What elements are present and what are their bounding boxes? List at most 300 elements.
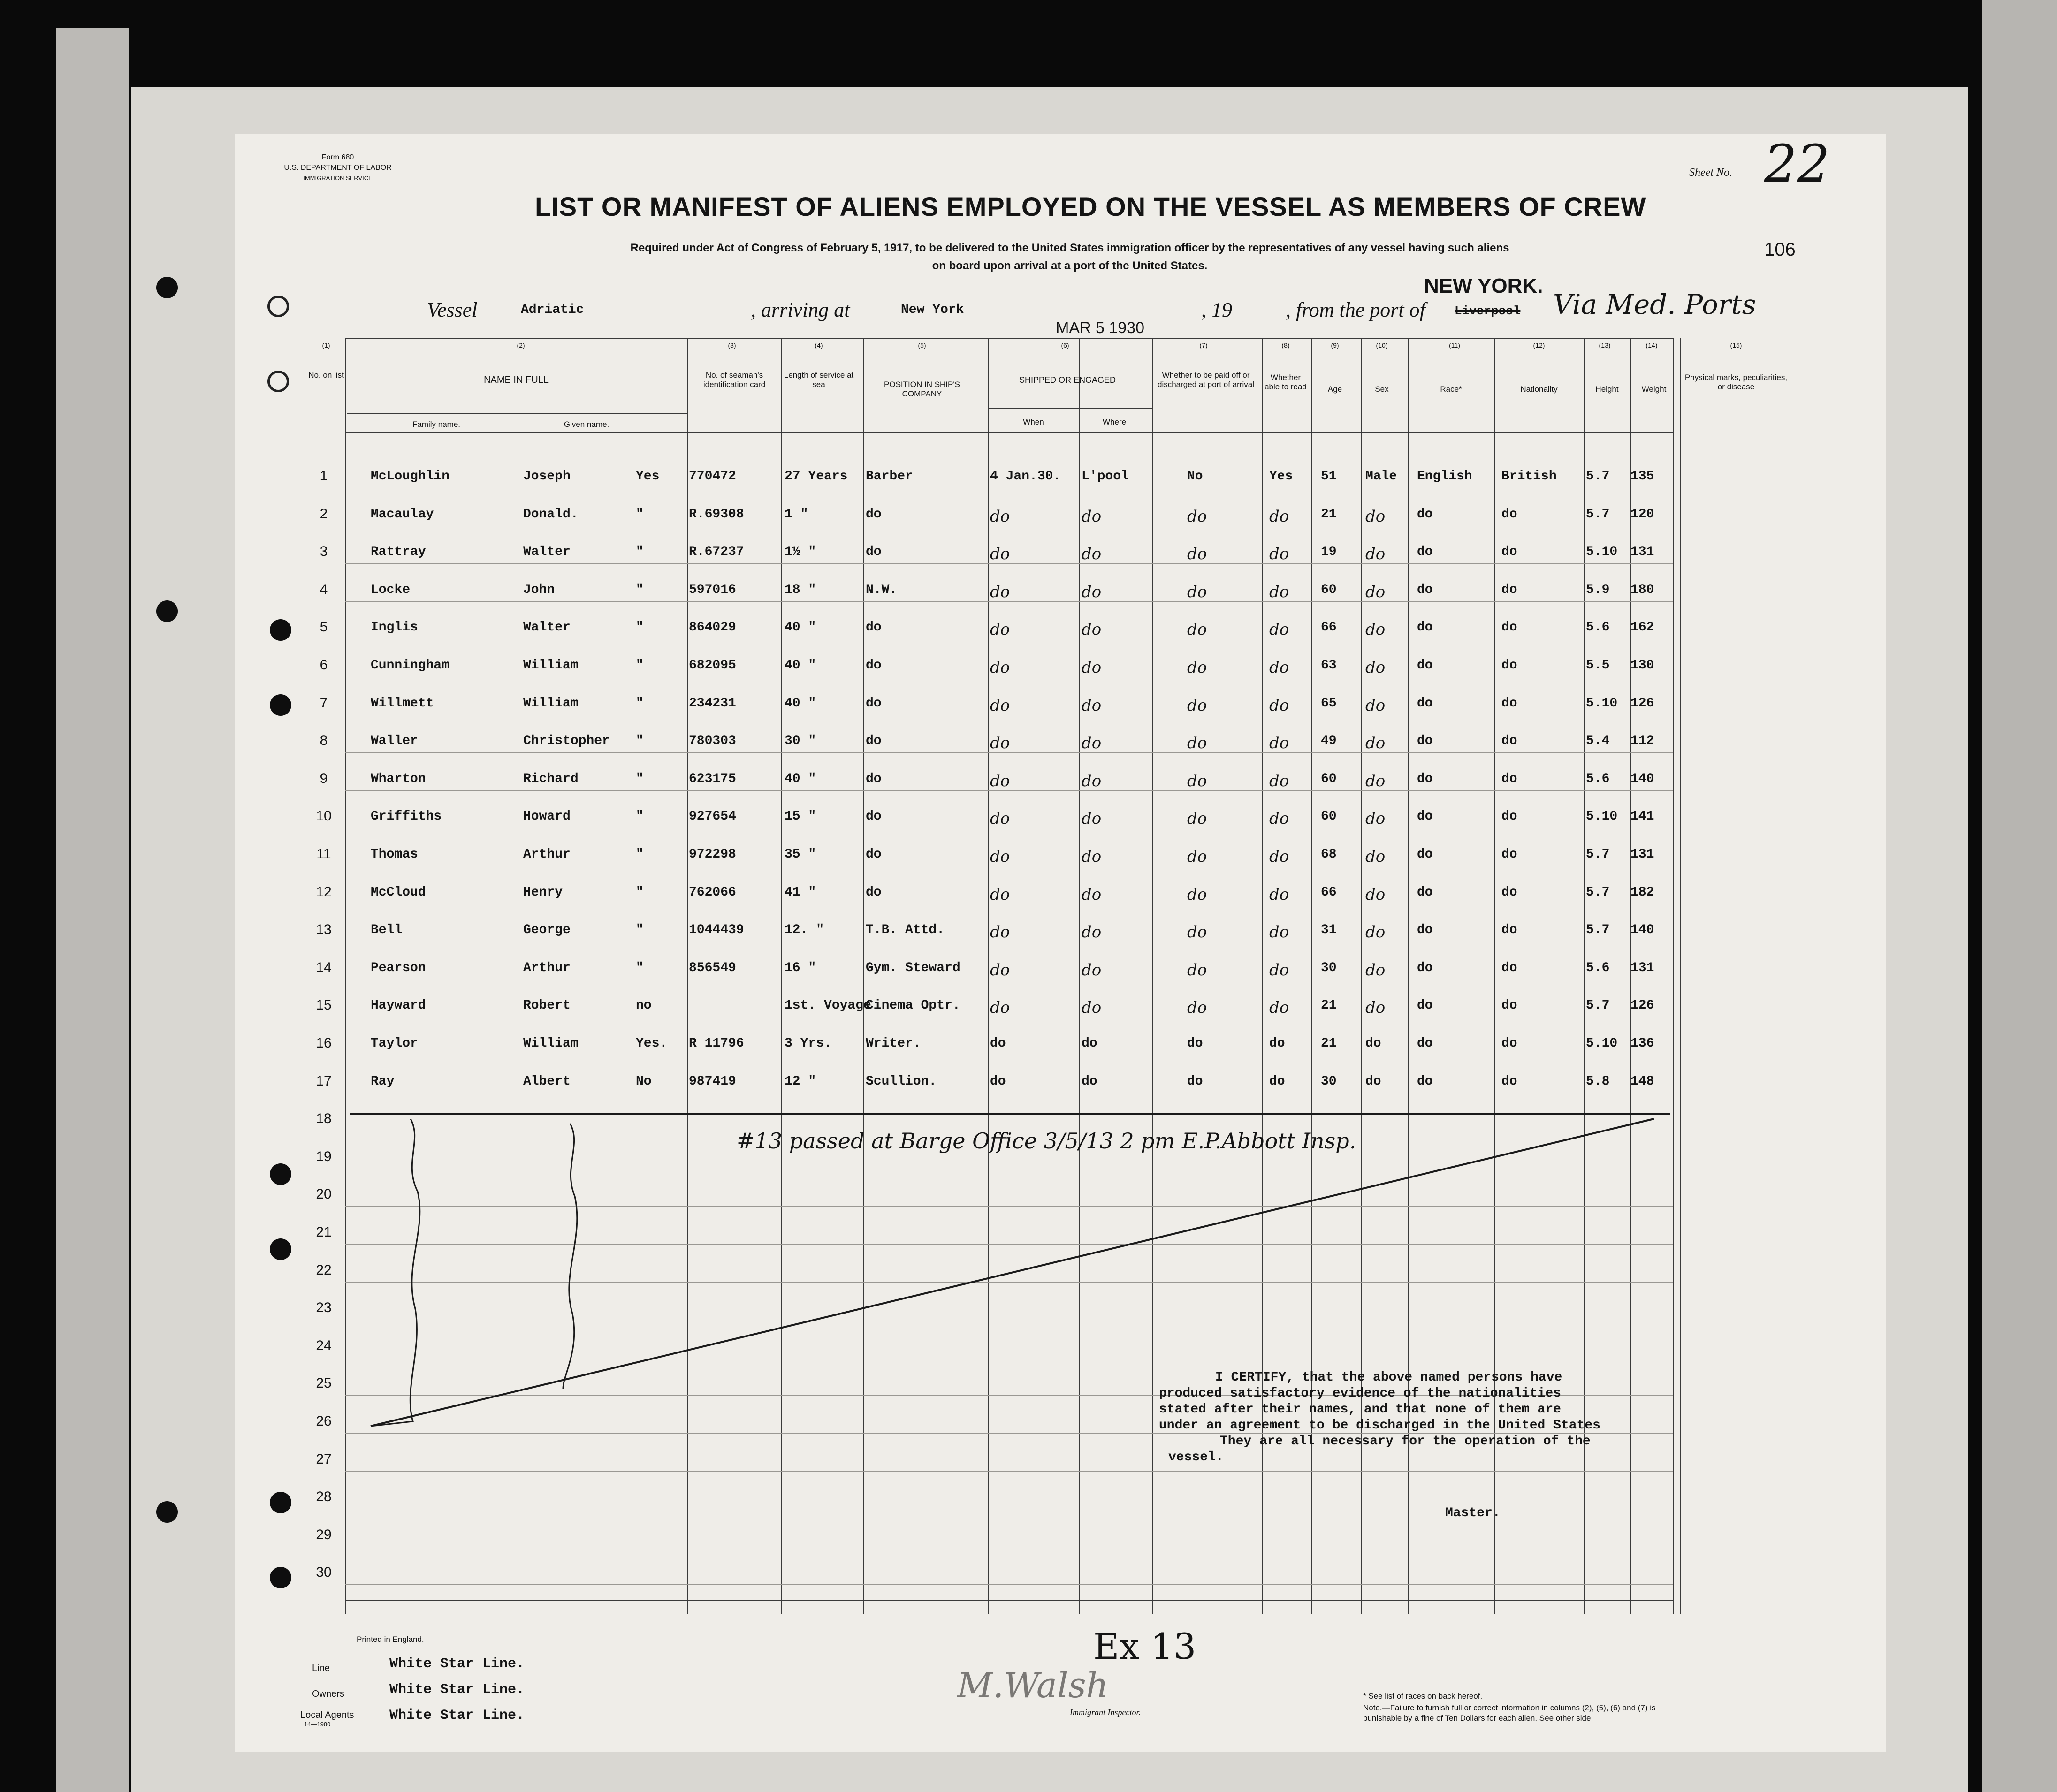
row-number: 11 xyxy=(316,846,331,862)
cell-paid-off: do xyxy=(1187,658,1207,677)
cell-given-name: Walter xyxy=(523,620,571,635)
cell-weight: 148 xyxy=(1630,1074,1654,1089)
colnum-7: (7) xyxy=(1199,342,1208,349)
colnum-4: (4) xyxy=(815,342,823,349)
cell-paid-off: do xyxy=(1187,923,1207,942)
cell-able-to-read: do xyxy=(1269,583,1289,601)
cell-service-length: 40 " xyxy=(785,620,816,635)
cell-age: 65 xyxy=(1321,696,1337,711)
master-label: Master. xyxy=(1445,1506,1501,1520)
cell-sex: do xyxy=(1365,620,1386,639)
cell-age: 63 xyxy=(1321,658,1337,673)
cell-race: do xyxy=(1417,1074,1433,1089)
row-number: 1 xyxy=(320,468,328,484)
cell-sex: do xyxy=(1365,847,1386,866)
cell-service-length: 30 " xyxy=(785,734,816,748)
cell-race: do xyxy=(1417,734,1433,748)
cell-id-card: 927654 xyxy=(689,809,736,824)
cell-nationality: do xyxy=(1501,696,1517,711)
row-number: 4 xyxy=(320,582,328,597)
cell-weight: 135 xyxy=(1630,469,1654,484)
row-number: 18 xyxy=(316,1111,332,1126)
cell-literate-mark: " xyxy=(636,923,644,937)
cell-shipped-where: do xyxy=(1082,583,1102,601)
sheet-number: 22 xyxy=(1764,134,1830,194)
cell-given-name: Howard xyxy=(523,809,571,824)
cell-shipped-when: do xyxy=(990,507,1010,526)
cell-shipped-where: do xyxy=(1082,1036,1097,1051)
cell-sex: do xyxy=(1365,734,1386,752)
cell-shipped-where: do xyxy=(1082,507,1102,526)
cell-position: do xyxy=(866,772,882,786)
cell-shipped-where: do xyxy=(1082,923,1102,942)
port-handwritten: Via Med. Ports xyxy=(1553,289,1756,320)
row-number: 9 xyxy=(320,771,328,786)
cell-sex: do xyxy=(1365,809,1386,828)
colnum-10: (10) xyxy=(1376,342,1388,349)
cell-nationality: British xyxy=(1501,469,1557,484)
cell-race: do xyxy=(1417,620,1433,635)
cell-age: 66 xyxy=(1321,620,1337,635)
row-number: 10 xyxy=(316,808,332,824)
cell-race: do xyxy=(1417,847,1433,862)
cell-age: 60 xyxy=(1321,809,1337,824)
cell-service-length: 35 " xyxy=(785,847,816,862)
cell-family-name: Thomas xyxy=(371,847,418,862)
certify-line: under an agreement to be discharged in the United States xyxy=(1159,1418,1600,1433)
header-read: Whether able to read xyxy=(1265,373,1307,391)
cell-weight: 126 xyxy=(1630,696,1654,711)
cell-paid-off: do xyxy=(1187,809,1207,828)
colnum-3: (3) xyxy=(728,342,736,349)
cell-able-to-read: do xyxy=(1269,734,1289,752)
cell-paid-off: do xyxy=(1187,507,1207,526)
cell-shipped-when: do xyxy=(990,772,1010,790)
cell-sex: do xyxy=(1365,1036,1381,1051)
cell-nationality: do xyxy=(1501,847,1517,862)
cell-family-name: Willmett xyxy=(371,696,434,711)
cell-shipped-when: do xyxy=(990,734,1010,752)
cell-given-name: Joseph xyxy=(523,469,571,484)
row-number: 24 xyxy=(316,1338,332,1353)
cell-position: Scullion. xyxy=(866,1074,937,1089)
cell-able-to-read: do xyxy=(1269,772,1289,790)
colnum-9: (9) xyxy=(1331,342,1339,349)
cell-literate-mark: Yes. xyxy=(636,1036,668,1051)
cell-shipped-when: do xyxy=(990,961,1010,980)
cell-height: 5.7 xyxy=(1586,923,1610,937)
cell-paid-off: do xyxy=(1187,696,1207,715)
cell-height: 5.10 xyxy=(1586,696,1618,711)
cell-literate-mark: No xyxy=(636,1074,652,1089)
cell-nationality: do xyxy=(1501,507,1517,522)
header-race: Race* xyxy=(1440,385,1462,394)
year-label: , 19 xyxy=(1201,298,1232,321)
colnum-11: (11) xyxy=(1449,342,1460,349)
cell-height: 5.8 xyxy=(1586,1074,1610,1089)
certify-line: vessel. xyxy=(1168,1450,1224,1465)
cell-race: do xyxy=(1417,809,1433,824)
cell-given-name: Arthur xyxy=(523,961,571,975)
agents-value: White Star Line. xyxy=(389,1708,525,1724)
cell-race: do xyxy=(1417,545,1433,559)
cell-shipped-when: do xyxy=(990,885,1010,904)
cell-age: 66 xyxy=(1321,885,1337,900)
row-number: 13 xyxy=(316,922,332,937)
row-number: 2 xyxy=(320,506,328,522)
cell-id-card: R.69308 xyxy=(689,507,744,522)
cell-id-card: 972298 xyxy=(689,847,736,862)
cell-shipped-when: do xyxy=(990,847,1010,866)
vessel-name: Adriatic xyxy=(521,303,584,317)
cell-nationality: do xyxy=(1501,1036,1517,1051)
row-number: 30 xyxy=(316,1564,332,1580)
header-nationality: Nationality xyxy=(1520,385,1558,394)
cell-able-to-read: do xyxy=(1269,809,1289,828)
cell-weight: 130 xyxy=(1630,658,1654,673)
cell-height: 5.7 xyxy=(1586,847,1610,862)
cell-shipped-where: do xyxy=(1082,545,1102,563)
cell-position: Gym. Steward xyxy=(866,961,960,975)
cell-given-name: George xyxy=(523,923,571,937)
row-number: 28 xyxy=(316,1489,332,1504)
cell-age: 31 xyxy=(1321,923,1337,937)
certify-line: I CERTIFY, that the above named persons have xyxy=(1215,1370,1562,1385)
cell-given-name: William xyxy=(523,696,579,711)
cell-shipped-where: L'pool xyxy=(1082,469,1129,484)
date-stamp: MAR 5 1930 xyxy=(1056,319,1144,337)
cell-id-card: 987419 xyxy=(689,1074,736,1089)
cell-literate-mark: " xyxy=(636,772,644,786)
cell-able-to-read: do xyxy=(1269,658,1289,677)
cell-family-name: Cunningham xyxy=(371,658,450,673)
cell-sex: do xyxy=(1365,1074,1381,1089)
cell-weight: 131 xyxy=(1630,961,1654,975)
cell-nationality: do xyxy=(1501,923,1517,937)
barge-office-annotation: #13 passed at Barge Office 3/5/13 2 pm E.P.Abbott Insp. xyxy=(737,1128,1356,1154)
cell-age: 68 xyxy=(1321,847,1337,862)
cell-height: 5.6 xyxy=(1586,772,1610,786)
cell-given-name: Christopher xyxy=(523,734,610,748)
cell-race: English xyxy=(1417,469,1472,484)
header-name-in-full: NAME IN FULL xyxy=(484,375,549,385)
cell-family-name: Ray xyxy=(371,1074,395,1089)
cell-race: do xyxy=(1417,583,1433,597)
cell-shipped-when: do xyxy=(990,1074,1006,1089)
cell-id-card: 770472 xyxy=(689,469,736,484)
header-when: When xyxy=(1023,418,1044,426)
cell-shipped-when: do xyxy=(990,583,1010,601)
cell-literate-mark: " xyxy=(636,620,644,635)
cell-paid-off: do xyxy=(1187,1036,1203,1051)
cell-able-to-read: do xyxy=(1269,885,1289,904)
cell-literate-mark: no xyxy=(636,998,652,1013)
header-given-name: Given name. xyxy=(564,420,609,429)
cell-id-card: R 11796 xyxy=(689,1036,744,1051)
cell-paid-off: do xyxy=(1187,885,1207,904)
cell-literate-mark: " xyxy=(636,696,644,711)
stamp-number: 106 xyxy=(1764,239,1796,260)
cell-sex: do xyxy=(1365,885,1386,904)
line-value: White Star Line. xyxy=(389,1656,525,1672)
colnum-6: (6) xyxy=(1061,342,1069,349)
races-note: * See list of races on back hereof. xyxy=(1363,1692,1483,1701)
cell-weight: 141 xyxy=(1630,809,1654,824)
cell-id-card: 682095 xyxy=(689,658,736,673)
cell-family-name: McLoughlin xyxy=(371,469,450,484)
cell-age: 21 xyxy=(1321,1036,1337,1051)
cell-nationality: do xyxy=(1501,734,1517,748)
cell-sex: Male xyxy=(1365,469,1397,484)
cell-weight: 180 xyxy=(1630,583,1654,597)
cell-id-card: 856549 xyxy=(689,961,736,975)
cell-literate-mark: " xyxy=(636,583,644,597)
cell-id-card: 234231 xyxy=(689,696,736,711)
cell-height: 5.7 xyxy=(1586,507,1610,522)
cell-service-length: 18 " xyxy=(785,583,816,597)
cell-age: 30 xyxy=(1321,961,1337,975)
cell-id-card: 623175 xyxy=(689,772,736,786)
cell-nationality: do xyxy=(1501,545,1517,559)
cell-height: 5.7 xyxy=(1586,885,1610,900)
cell-id-card: 864029 xyxy=(689,620,736,635)
cell-position: do xyxy=(866,658,882,673)
cell-family-name: Inglis xyxy=(371,620,418,635)
row-number: 19 xyxy=(316,1149,332,1164)
cell-weight: 131 xyxy=(1630,545,1654,559)
certify-line: produced satisfactory evidence of the nationalities xyxy=(1159,1386,1561,1401)
agents-label: Local Agents xyxy=(300,1710,354,1720)
colnum-8: (8) xyxy=(1281,342,1290,349)
cell-id-card: R.67237 xyxy=(689,545,744,559)
cell-family-name: Pearson xyxy=(371,961,426,975)
cell-literate-mark: " xyxy=(636,507,644,522)
cell-service-length: 15 " xyxy=(785,809,816,824)
cell-given-name: Donald. xyxy=(523,507,579,522)
cell-weight: 182 xyxy=(1630,885,1654,900)
cell-nationality: do xyxy=(1501,772,1517,786)
ex-mark: Ex 13 xyxy=(1093,1625,1196,1667)
cell-position: N.W. xyxy=(866,583,898,597)
cell-literate-mark: " xyxy=(636,809,644,824)
header-sex: Sex xyxy=(1375,385,1389,394)
subtitle-line-2: on board upon arrival at a port of the United States. xyxy=(932,259,1208,272)
cell-shipped-where: do xyxy=(1082,885,1102,904)
row-number: 23 xyxy=(316,1300,332,1315)
cell-id-card: 780303 xyxy=(689,734,736,748)
cell-service-length: 12. " xyxy=(785,923,824,937)
header-length-service: Length of service at sea xyxy=(784,371,854,389)
cell-age: 19 xyxy=(1321,545,1337,559)
cell-position: T.B. Attd. xyxy=(866,923,945,937)
cell-nationality: do xyxy=(1501,620,1517,635)
cell-race: do xyxy=(1417,998,1433,1013)
inspector-signature: M.Walsh xyxy=(957,1665,1109,1706)
cell-able-to-read: do xyxy=(1269,923,1289,942)
header-physical-marks: Physical marks, peculiarities, or disease xyxy=(1684,373,1788,391)
cell-family-name: Rattray xyxy=(371,545,426,559)
cell-age: 60 xyxy=(1321,583,1337,597)
cell-position: Cinema Optr. xyxy=(866,998,960,1013)
header-seaman-id: No. of seaman's identification card xyxy=(703,371,766,389)
cell-given-name: Walter xyxy=(523,545,571,559)
cell-given-name: Robert xyxy=(523,998,571,1013)
colnum-12: (12) xyxy=(1533,342,1545,349)
cell-position: Barber xyxy=(866,469,913,484)
cell-height: 5.7 xyxy=(1586,998,1610,1013)
cell-able-to-read: do xyxy=(1269,998,1289,1017)
header-shipped-engaged: SHIPPED OR ENGAGED xyxy=(1019,375,1116,385)
row-number: 20 xyxy=(316,1186,332,1202)
colnum-5: (5) xyxy=(918,342,926,349)
header-no-on-list: No. on list xyxy=(308,371,344,380)
header-where: Where xyxy=(1102,418,1127,426)
cell-position: do xyxy=(866,809,882,824)
cell-race: do xyxy=(1417,507,1433,522)
cell-sex: do xyxy=(1365,583,1386,601)
cell-nationality: do xyxy=(1501,961,1517,975)
cell-position: Writer. xyxy=(866,1036,921,1051)
cell-paid-off: do xyxy=(1187,847,1207,866)
penalty-note: Note.—Failure to furnish full or correct information in columns (2), (5), (6) and (7) is punishable by a fine of Ten Dollars for each alien. See other side. xyxy=(1363,1703,1656,1723)
cell-shipped-when: 4 Jan.30. xyxy=(990,469,1061,484)
cell-given-name: Richard xyxy=(523,772,579,786)
arriving-port: New York xyxy=(901,303,964,317)
form-department: U.S. DEPARTMENT OF LABOR xyxy=(284,164,392,172)
header-position: POSITION IN SHIP'S COMPANY xyxy=(884,380,960,398)
cell-able-to-read: do xyxy=(1269,545,1289,563)
cell-paid-off: do xyxy=(1187,583,1207,601)
cell-sex: do xyxy=(1365,772,1386,790)
cell-height: 5.10 xyxy=(1586,1036,1618,1051)
cell-shipped-where: do xyxy=(1082,772,1102,790)
row-number: 14 xyxy=(316,960,332,975)
cell-height: 5.10 xyxy=(1586,809,1618,824)
cell-shipped-when: do xyxy=(990,620,1010,639)
cell-age: 21 xyxy=(1321,998,1337,1013)
row-number: 21 xyxy=(316,1224,332,1240)
cell-literate-mark: " xyxy=(636,961,644,975)
cell-shipped-when: do xyxy=(990,809,1010,828)
cell-age: 49 xyxy=(1321,734,1337,748)
row-number: 12 xyxy=(316,884,332,900)
cell-shipped-when: do xyxy=(990,696,1010,715)
cell-id-card: 597016 xyxy=(689,583,736,597)
arriving-label: , arriving at xyxy=(751,298,850,321)
row-number: 25 xyxy=(316,1375,332,1391)
header-weight: Weight xyxy=(1641,385,1667,394)
cell-service-length: 1st. Voyage xyxy=(785,998,871,1013)
row-number: 26 xyxy=(316,1413,332,1429)
cell-shipped-where: do xyxy=(1082,658,1102,677)
port-struck: Liverpool xyxy=(1455,304,1521,318)
cell-able-to-read: do xyxy=(1269,1036,1285,1051)
row-number: 16 xyxy=(316,1035,332,1051)
cell-family-name: Wharton xyxy=(371,772,426,786)
form-service: IMMIGRATION SERVICE xyxy=(303,175,373,182)
cell-able-to-read: do xyxy=(1269,696,1289,715)
row-number: 3 xyxy=(320,544,328,559)
cell-weight: 162 xyxy=(1630,620,1654,635)
cell-sex: do xyxy=(1365,961,1386,980)
cell-paid-off: do xyxy=(1187,1074,1203,1089)
cell-weight: 131 xyxy=(1630,847,1654,862)
cell-able-to-read: Yes xyxy=(1269,469,1293,484)
cell-family-name: Griffiths xyxy=(371,809,442,824)
cell-height: 5.6 xyxy=(1586,620,1610,635)
row-number: 17 xyxy=(316,1073,332,1089)
cell-weight: 112 xyxy=(1630,734,1654,748)
page-title: LIST OR MANIFEST OF ALIENS EMPLOYED ON THE VESSEL AS MEMBERS OF CREW xyxy=(535,192,1646,221)
cell-shipped-where: do xyxy=(1082,809,1102,828)
certification xyxy=(1159,1370,1600,1465)
cell-service-length: 1½ " xyxy=(785,545,816,559)
header-family-name: Family name. xyxy=(412,420,461,429)
cell-paid-off: No xyxy=(1187,469,1203,484)
row-number: 5 xyxy=(320,619,328,635)
cell-able-to-read: do xyxy=(1269,1074,1285,1089)
cell-service-length: 27 Years xyxy=(785,469,848,484)
cell-service-length: 40 " xyxy=(785,772,816,786)
cell-age: 21 xyxy=(1321,507,1337,522)
cell-able-to-read: do xyxy=(1269,620,1289,639)
cell-age: 51 xyxy=(1321,469,1337,484)
certify-line: They are all necessary for the operation of the xyxy=(1220,1434,1591,1449)
cell-paid-off: do xyxy=(1187,961,1207,980)
cell-race: do xyxy=(1417,1036,1433,1051)
form-number: Form 680 xyxy=(321,153,354,161)
colnum-2: (2) xyxy=(517,342,525,349)
cell-service-length: 41 " xyxy=(785,885,816,900)
cell-position: do xyxy=(866,734,882,748)
cell-given-name: William xyxy=(523,658,579,673)
cell-position: do xyxy=(866,847,882,862)
cell-height: 5.7 xyxy=(1586,469,1610,484)
cell-shipped-when: do xyxy=(990,545,1010,563)
cell-race: do xyxy=(1417,885,1433,900)
cell-shipped-where: do xyxy=(1082,1074,1097,1089)
cell-literate-mark: " xyxy=(636,885,644,900)
cell-given-name: Albert xyxy=(523,1074,571,1089)
cell-id-card: 1044439 xyxy=(689,923,744,937)
cell-weight: 126 xyxy=(1630,998,1654,1013)
cell-paid-off: do xyxy=(1187,734,1207,752)
cell-sex: do xyxy=(1365,923,1386,942)
cell-able-to-read: do xyxy=(1269,847,1289,866)
sheet-label: Sheet No. xyxy=(1689,167,1732,179)
vessel-label: Vessel xyxy=(427,298,478,321)
cell-able-to-read: do xyxy=(1269,961,1289,980)
cell-nationality: do xyxy=(1501,885,1517,900)
cell-service-length: 40 " xyxy=(785,696,816,711)
cell-race: do xyxy=(1417,923,1433,937)
cell-shipped-where: do xyxy=(1082,696,1102,715)
cell-shipped-when: do xyxy=(990,923,1010,942)
cell-nationality: do xyxy=(1501,583,1517,597)
cell-service-length: 40 " xyxy=(785,658,816,673)
cell-family-name: Hayward xyxy=(371,998,426,1013)
cell-race: do xyxy=(1417,658,1433,673)
cell-shipped-when: do xyxy=(990,1036,1006,1051)
inspector-label: Immigrant Inspector. xyxy=(1070,1708,1141,1717)
cell-shipped-where: do xyxy=(1082,620,1102,639)
cell-weight: 120 xyxy=(1630,507,1654,522)
colnum-15: (15) xyxy=(1730,342,1742,349)
cell-height: 5.6 xyxy=(1586,961,1610,975)
cell-family-name: Macaulay xyxy=(371,507,434,522)
cell-family-name: Bell xyxy=(371,923,403,937)
cell-position: do xyxy=(866,620,882,635)
